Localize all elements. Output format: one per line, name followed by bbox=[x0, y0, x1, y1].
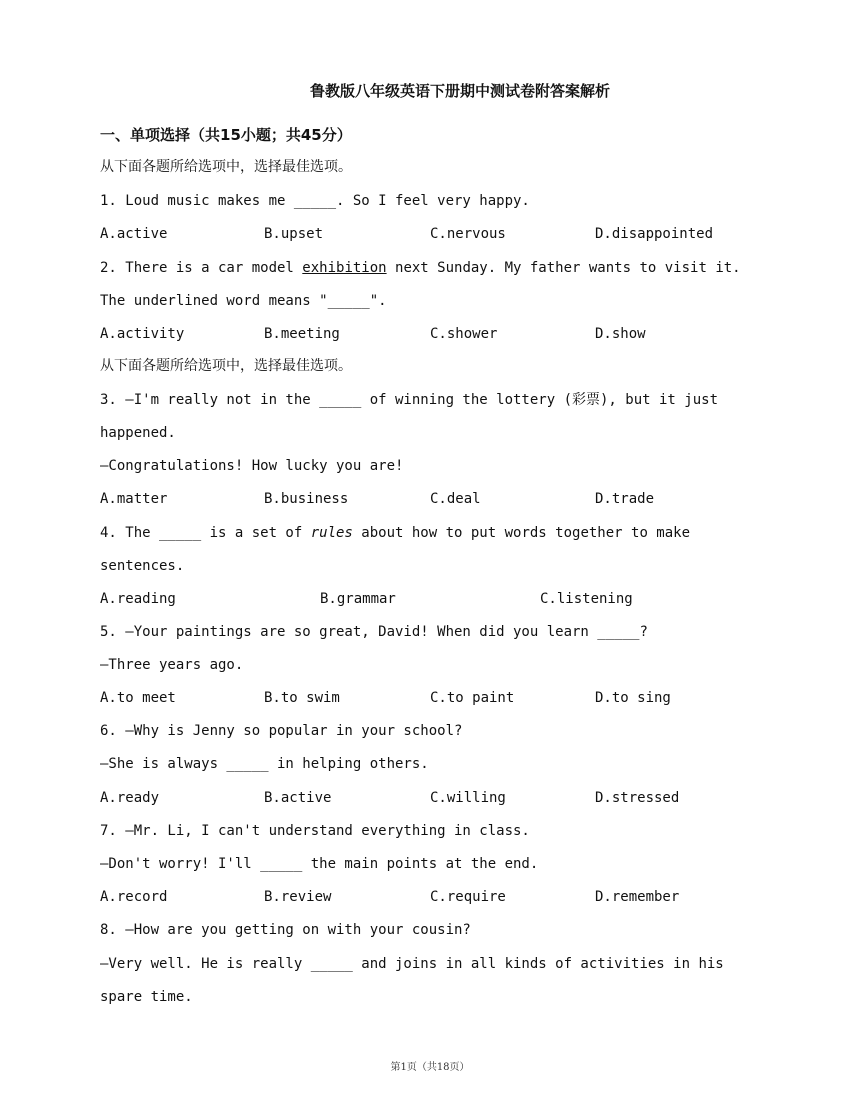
question-3-reply: —Congratulations! How lucky you are! bbox=[100, 458, 404, 474]
question-6-option-b: B.active bbox=[264, 790, 332, 806]
question-8-reply-line2: spare time. bbox=[100, 989, 193, 1005]
question-4-stem-end: about how to put words together to make bbox=[352, 525, 691, 541]
question-8-reply: —Very well. He is really _____ and joins in all kinds of activities in his bbox=[100, 956, 724, 972]
question-5-reply: —Three years ago. bbox=[100, 657, 244, 673]
section-heading: 一、单项选择（共15小题；共45分） bbox=[100, 126, 352, 144]
question-7-reply: —Don't worry! I'll _____ the main points at the end. bbox=[100, 856, 539, 872]
question-2-stem-start: 2. There is a car model bbox=[100, 260, 303, 276]
question-3-option-c: C.deal bbox=[430, 491, 481, 507]
instruction-text: 从下面各题所给选项中，选择最佳选项。 bbox=[100, 358, 352, 374]
question-3-option-d: D.trade bbox=[595, 491, 655, 507]
question-6-option-c: C.willing bbox=[430, 790, 506, 806]
question-5-option-a: A.to meet bbox=[100, 690, 176, 706]
question-1-option-b: B.upset bbox=[264, 226, 324, 242]
question-5-option-d: D.to sing bbox=[595, 690, 671, 706]
question-4-stem-start: 4. The _____ is a set of bbox=[100, 525, 311, 541]
question-4-stem-line2: sentences. bbox=[100, 558, 185, 574]
question-5-option-b: B.to swim bbox=[264, 690, 340, 706]
instruction-text: 从下面各题所给选项中，选择最佳选项。 bbox=[100, 159, 352, 175]
question-7-option-d: D.remember bbox=[595, 889, 680, 905]
question-6-stem: 6. —Why is Jenny so popular in your school? bbox=[100, 723, 463, 739]
question-4-option-b: B.grammar bbox=[320, 591, 396, 607]
question-4-option-c: C.listening bbox=[540, 591, 633, 607]
document-title: 鲁教版八年级英语下册期中测试卷附答案解析 bbox=[309, 82, 610, 100]
question-1-option-d: D.disappointed bbox=[595, 226, 714, 242]
question-3-option-a: A.matter bbox=[100, 491, 168, 507]
question-4-stem bbox=[100, 524, 690, 542]
question-7-option-a: A.record bbox=[100, 889, 168, 905]
question-2-stem-line2: The underlined word means "_____". bbox=[100, 293, 387, 309]
question-7-option-c: C.require bbox=[430, 889, 506, 905]
question-2-option-d: D.show bbox=[595, 326, 646, 342]
page-footer: 第1页（共18页） bbox=[390, 1062, 470, 1073]
question-7-stem: 7. —Mr. Li, I can't understand everything in class. bbox=[100, 823, 530, 839]
question-3-stem: 3. —I'm really not in the _____ of winning the lottery (彩票), but it just bbox=[100, 392, 719, 408]
italic-word: rules bbox=[310, 525, 353, 541]
question-5-stem: 5. —Your paintings are so great, David! When did you learn _____? bbox=[100, 624, 648, 640]
question-4-option-a: A.reading bbox=[100, 591, 176, 607]
question-2-stem-end: next Sunday. My father wants to visit it. bbox=[386, 260, 741, 276]
question-2-option-c: C.shower bbox=[430, 326, 498, 342]
question-7-option-b: B.review bbox=[264, 889, 332, 905]
question-1-option-c: C.nervous bbox=[430, 226, 506, 242]
question-6-option-a: A.ready bbox=[100, 790, 160, 806]
question-1-option-a: A.active bbox=[100, 226, 168, 242]
question-2-option-b: B.meeting bbox=[264, 326, 340, 342]
question-1-stem: 1. Loud music makes me _____. So I feel very happy. bbox=[100, 193, 530, 209]
underlined-word: exhibition bbox=[302, 260, 387, 276]
question-3-option-b: B.business bbox=[264, 491, 349, 507]
question-2-stem bbox=[100, 259, 741, 277]
question-3-stem-line2: happened. bbox=[100, 425, 176, 441]
question-8-stem: 8. —How are you getting on with your cousin? bbox=[100, 922, 471, 938]
question-6-reply: —She is always _____ in helping others. bbox=[100, 756, 429, 772]
question-6-option-d: D.stressed bbox=[595, 790, 680, 806]
question-2-option-a: A.activity bbox=[100, 326, 185, 342]
question-5-option-c: C.to paint bbox=[430, 690, 515, 706]
